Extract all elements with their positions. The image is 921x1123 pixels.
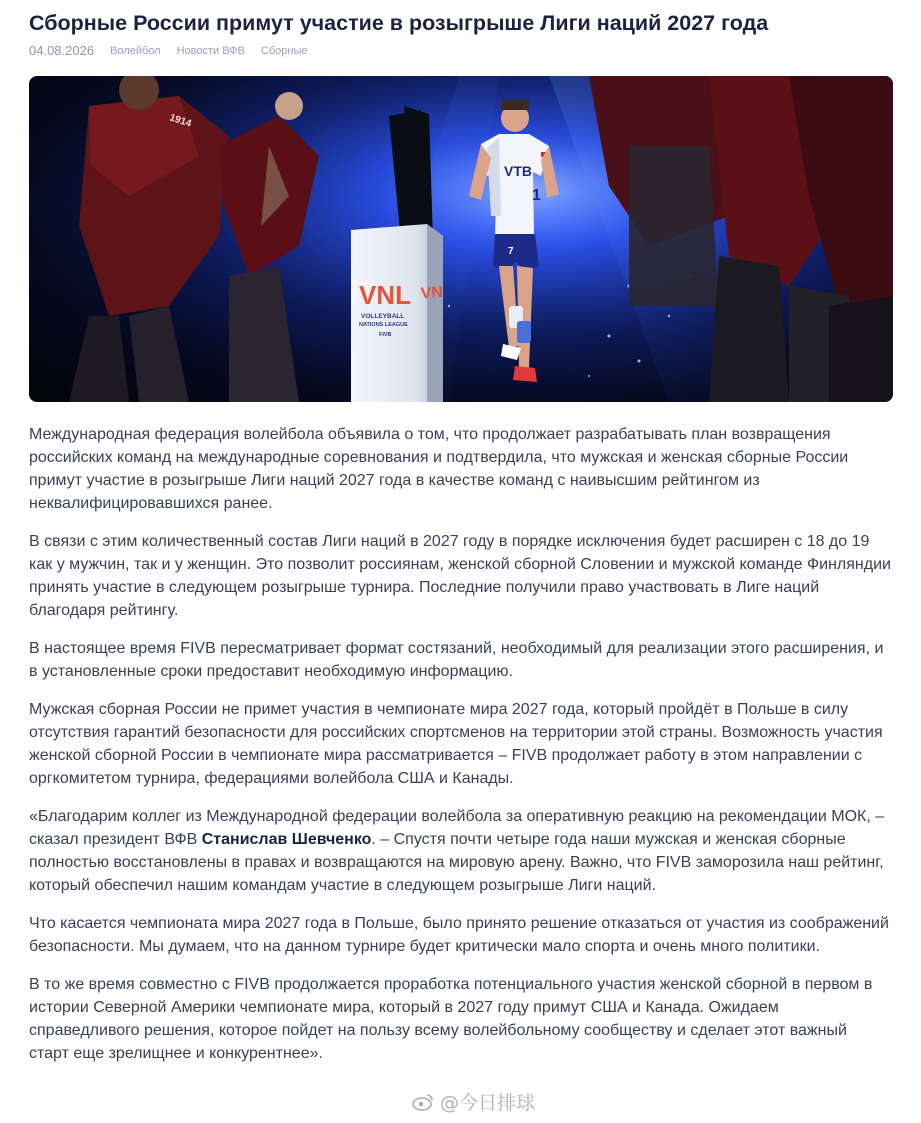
- article-title: Сборные России примут участие в розыгрыше Лиги наций 2027 года: [29, 11, 769, 35]
- vnl-logo: VNL: [359, 280, 411, 310]
- pedestal-text-2: NATIONS LEAGUE: [359, 322, 408, 328]
- watermark: [412, 1088, 535, 1115]
- paragraph-7: В то же время совместно с FIVB продолжается проработка потенциального участия женской сборной в первом в истории Северной Америки чемпионате мира, который в 2027 году примут США и Канада. Ожидаем справедливого решения, которое пойдет на пользу всему волейбольному сообществу и сделает этот важный старт еще зрелищнее и конкурентнее».: [29, 976, 873, 1062]
- paragraph-4: Мужская сборная России не примет участия в чемпионате мира 2027 года, который пройдёт в Польше в силу отсутствия гарантий безопасности для российских спортсменов на территории этой страны. Возможность участия женской сборной России в чемпионате мира рассматривается – FIVB продолжает работу в этом направлении с оргкомитетом турнира, федерациями волейбола США и Канады.: [29, 701, 883, 787]
- watermark-text: @今日排球: [440, 1092, 536, 1114]
- article-body: [29, 423, 891, 1080]
- shorts-number: 7: [508, 246, 514, 257]
- svg-text:1: 1: [532, 187, 541, 204]
- tag-volleyball[interactable]: Волейбол: [110, 44, 161, 57]
- jersey-sponsor: VTB: [504, 163, 532, 179]
- pedestal-text-1: VOLLEYBALL: [361, 313, 405, 320]
- paragraph-2: В связи с этим количественный состав Лиги наций в 2027 году в порядке исключения будет расширен с 18 до 19 как у мужчин, так и у женщин. Это позволит россиянам, женской сборной Словении и мужской команде Финляндии принять участие в следующем розыгрыше турнира. Последние получили право участвовать в Лиге наций благодаря рейтингу.: [29, 533, 891, 619]
- paragraph-5-quote: «Благодарим коллег из Международной федерации волейбола за оперативную реакцию на рекомендации МОК, – сказал президент ВФВ Станислав Шевченко. – Спустя почти четыре года наши мужская и женская сборные полностью восстановлены в правах и возвращаются на мировую арену. Важно, что FIVB заморозила наш рейтинг, который обеспечил нашим командам участие в следующем розыгрыше Лиги наций.: [29, 808, 885, 894]
- vnl-player-entrance-illustration: [29, 76, 893, 402]
- weibo-icon: [412, 1093, 434, 1111]
- svg-text:VN: VN: [420, 284, 444, 303]
- president-name: Станислав Шевченко: [201, 831, 372, 848]
- article-photo: [29, 76, 893, 402]
- paragraph-1: Международная федерация волейбола объявила о том, что продолжает разрабатывать план возвращения российских команд на международные соревнования и подтвердила, что мужская и женская сборные России примут участие в розыгрыше Лиги наций 2027 года в качестве команд с наивысшим рейтингом из неквалифицировавшихся ранее.: [29, 426, 849, 512]
- tag-national-teams[interactable]: Сборные: [260, 44, 308, 57]
- article-date: 04.08.2026: [29, 43, 95, 58]
- pedestal-text-3: FIVB: [379, 332, 392, 338]
- shirt-print: 1914: [168, 112, 193, 130]
- article-meta: [29, 43, 323, 58]
- tag-vfv-news[interactable]: Новости ВФВ: [176, 44, 245, 57]
- paragraph-3: В настоящее время FIVB пересматривает формат состязаний, необходимый для реализации этого расширения, и в установленные сроки предоставит необходимую информацию.: [29, 640, 884, 680]
- paragraph-6: Что касается чемпионата мира 2027 года в Польше, было принято решение отказаться от участия из соображений безопасности. Мы думаем, что на данном турнире будет критически мало спорта и очень много политики.: [29, 915, 889, 955]
